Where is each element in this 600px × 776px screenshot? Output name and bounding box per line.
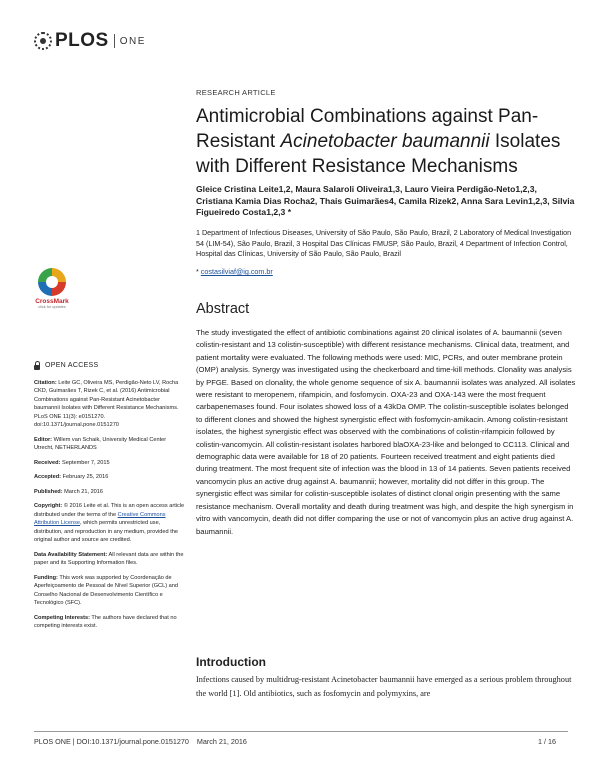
title-part1: Antimicrobial Combinations against Pan-Resistant	[196, 106, 539, 152]
competing-text: The authors have declared that no competing interests exist.	[34, 614, 177, 629]
corresponding-email	[196, 267, 273, 276]
data-availability	[34, 551, 186, 568]
lock-icon	[34, 365, 40, 370]
published-label: Published:	[34, 488, 63, 495]
open-access-label: OPEN ACCESS	[45, 362, 99, 369]
open-access	[34, 362, 186, 371]
data-text: All relevant data are within the paper and its Supporting Information files.	[34, 551, 184, 566]
logo-text: PLOS	[55, 30, 109, 51]
funding	[34, 574, 186, 608]
accepted	[34, 473, 186, 482]
authors: Gleice Cristina Leite1,2, Maura Salaroli Oliveira1,3, Lauro Vieira Perdigão-Neto1,2,3, Cristiana Kamia Dias Rocha2, Thais Guimarães4, Camila Rizek2, Anna Sara Levin1,2,3, Silvia Figueiredo Costa1,2,3 *	[196, 184, 575, 217]
abstract-text: The study investigated the effect of antibiotic combinations against 20 clinical isolates of A. baumannii (seven colistin-resistant and 13 colistin-susceptible) with different resistance mechanisms. Clinical data, treatment, and patient mortality were evaluated. The following methods were used: MIC, PCRs, and outer membrane protein (OMP) analysis. Synergy was investigated using the checkerboard and time-kill methods. Clonality was analysis by PFGE. Based on clonality, the whole genome sequence of six A. baumannii isolates was analyzed. All isolates were resistant to meropenem, rifampicin, and fosfomycin. OXA-23 and OXA-143 were the most frequent carbapenemases found. Four isolates showed loss of a 43kDa OMP. The colistin-susceptible isolates belonged to different clones and showed the highest synergistic effect with fosfomycin-amikacin. Among colistin-resistant isolates, the highest synergistic effect was observed with the combinations of colistin-rifampicin followed by colistin-vancomycin. All colistin-resistant isolates harbored blaOXA-23-like and belonged to CC113. Clinical and demographic data were available for 18 of 20 patients. Fourteen received treatment and eight patients died during treatment. The most frequent site of infection was the blood in 13 of 14 patients. Seven patients received vancomycin plus an active drug against A. baumannii; however, mortality did not differ in this group. The synergistic effect was similar for colistin-susceptible isolates of distinct clonal origin presenting with the same resistance mechanism. Overall mortality and death during treatment was high, and despite the high synergism in vitro with vancomycin, death did not differ comparing the use or not of vancomycin plus an active drug against A. baumannii.	[196, 328, 576, 536]
introduction-text: Infections caused by multidrug-resistant Acinetobacter baumannii have emerged as a serious problem throughout the world [1]. Old antibiotics, such as fosfomycin and polymyxins, are	[196, 675, 572, 698]
accepted-label: Accepted:	[34, 474, 62, 480]
received-label: Received:	[34, 459, 61, 466]
published	[34, 488, 186, 497]
email-link[interactable]: costasilviaf@ig.com.br	[200, 267, 273, 276]
logo-sub: ONE	[119, 35, 146, 47]
funding-label: Funding:	[34, 574, 58, 581]
crossmark-icon	[38, 268, 66, 296]
article-info-sidebar	[34, 362, 186, 637]
plos-one-logo	[34, 30, 146, 52]
footer-citation: PLOS ONE | DOI:10.1371/journal.pone.0151270 March 21, 2016	[34, 737, 247, 746]
crossmark-label: CrossMark	[35, 298, 69, 305]
email-marker: *	[196, 267, 201, 276]
competing-interests	[34, 614, 186, 631]
editor-text: Willem van Schaik, University Medical Center Utrecht, NETHERLANDS	[34, 436, 167, 451]
crossmark-sub: click for updates	[38, 305, 66, 309]
affiliations: 1 Department of Infectious Diseases, University of São Paulo, São Paulo, Brazil, 2 Laboratory of Medical Investigation 54 (LIM-54), São Paulo, Brazil, 3 Hospital Das Clínicas FMUSP, São Paulo, Brazil, 4 Department of Infection Control, Hospital das Clínicas, University of São Paulo, São Paulo, Brazil	[196, 228, 572, 258]
crossmark-badge[interactable]	[31, 268, 73, 309]
footer-divider	[34, 731, 568, 732]
plos-logo-icon	[34, 32, 52, 50]
abstract-heading: Abstract	[196, 301, 250, 317]
received	[34, 459, 186, 468]
copyright-label: Copyright:	[34, 503, 63, 509]
funding-text: This work was supported by Coordenação de Aperfeiçoamento de Pessoal de Nível Superior (GCL) and Conselho Nacional de Desenvolvimento Científico e Tecnológico (SFC).	[34, 574, 178, 606]
copyright-text1: © 2016 Leite et al. This is an open access article distributed under the terms of the	[34, 503, 185, 518]
editor	[34, 436, 186, 453]
logo-divider	[114, 34, 115, 48]
accepted-text: February 25, 2016	[61, 474, 109, 480]
citation	[34, 379, 186, 430]
editor-label: Editor:	[34, 436, 53, 443]
page-number: 1 / 16	[538, 737, 556, 746]
citation-label: Citation:	[34, 379, 57, 386]
title-italic: Acinetobacter baumannii	[280, 131, 490, 152]
license-link[interactable]: Creative Commons Attribution License	[34, 511, 166, 526]
competing-label: Competing Interests:	[34, 614, 90, 621]
article-type: RESEARCH ARTICLE	[196, 88, 276, 97]
title-part2: Isolates with Different Resistance Mechanisms	[196, 131, 561, 177]
data-label: Data Availability Statement:	[34, 551, 108, 558]
citation-text: Leite GC, Oliveira MS, Perdigão-Neto LV, Rocha CKD, Guimarães T, Rizek C, et al. (2016) Antimicrobial Combinations against Pan-Resistant Acinetobacter baumannii Isolates with Different Resistance Mechanisms. PLoS ONE 11(3): e0151270. doi:10.1371/journal.pone.0151270	[34, 379, 179, 428]
published-text: March 21, 2016	[62, 488, 104, 495]
article-title	[196, 104, 571, 179]
introduction-heading: Introduction	[196, 655, 266, 669]
received-text: September 7, 2015	[60, 459, 110, 466]
copyright	[34, 502, 186, 545]
copyright-text2: , which permits unrestricted use, distribution, and reproduction in any medium, provided the original author and source are credited.	[34, 520, 178, 543]
